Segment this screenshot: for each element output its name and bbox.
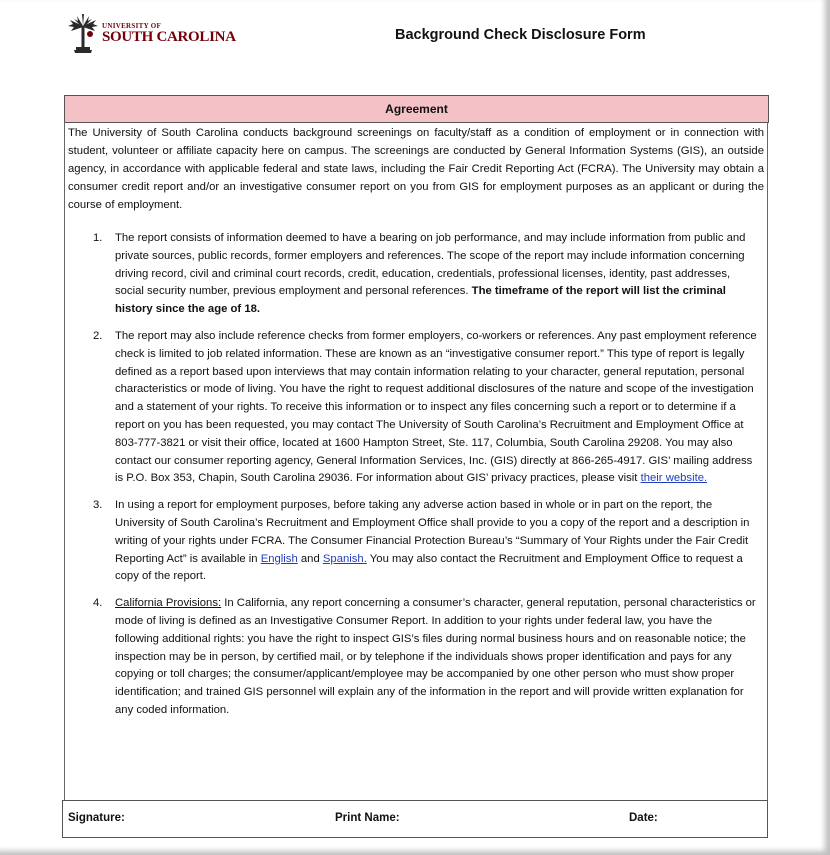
california-provisions-heading: California Provisions: [115,597,222,610]
list-item-text [115,230,758,319]
item-1-bold-timeframe: The timeframe of the report will list the criminal history since the age of 18. [115,285,726,316]
item-1-text: The report consists of information deemed to have a bearing on job performance, and may include information from public and private sources, public records, former employers and references. The scope of the report may include information concerning driving record, civil and criminal court records, credit, education, credentials, professional licenses, identity, past addresses, social security number, previous employment and personal references. [115,232,746,298]
item-3-text-b: You may also contact the Recruitment and Employment Office to request a copy of the report. [115,552,743,583]
palmetto-tree-icon [68,14,98,54]
list-item-1 [93,230,758,319]
provisions-list [93,230,758,729]
logo-university-of: UNIVERSITY OF [102,22,162,30]
english-link[interactable]: English [260,552,298,565]
list-number: 4. [93,597,103,610]
agreement-header [64,95,769,123]
agreement-label: Agreement [385,102,448,116]
list-number: 1. [93,232,103,244]
intro-paragraph: The University of South Carolina conducts background screenings on faculty/staff as a condition of employment or in connection with student, volunteer or affiliate capacity here on campus. The screenings are conducted by General Information Systems (GIS), an outside agency, in accordance with applicable federal and state laws, including the Fair Credit Reporting Act (FCRA). The University may obtain a consumer credit report and/or an investigative consumer report on you from GIS for employment purposes as an applicant or during the course of employment. [68,127,764,211]
item-3-and: and [300,552,320,565]
gis-website-link[interactable]: their website. [640,472,708,485]
print-name-label: Print Name: [335,812,400,824]
agreement-content [64,122,768,800]
list-item-text [115,595,758,720]
spanish-link[interactable]: Spanish. [322,552,367,565]
list-number: 3. [93,499,103,512]
university-logo [68,12,238,56]
signature-label: Signature: [68,812,125,824]
item-4-text: In California, any report concerning a consumer’s character, general reputation, personal characteristics or mode of living is defined as an Investigative Consumer Report. In addition to your rights under federal law, you have the following additional rights: you have the right to inspect GIS’s files during normal business hours and on reasonable notice; the inspection may be in person, by certified mail, or by telephone if the individuals shows proper identification and pays for any copying or toll charges; the consumer/applicant/employee may be accompanied by one other person who must show proper identification; and trained GIS personnel will explain any of the information in the report and will provide written explanation for any coded information. [115,597,756,716]
list-number: 2. [93,329,103,342]
item-2-text: The report may also include reference checks from former employers, co-workers or references. Any past employment reference check is limited to job related information. These are known as an “investigative consumer report.” This type of report is legally defined as a report based upon interviews that may contain information relating to your character, general reputation, personal characteristics or mode of living. You have the right to request additional disclosures of the nature and scope of the investigation and a statement of your rights. To receive this information or to inspect any files concerning such a report or to determine if a report on you has been requested, you may contact The University of South Carolina’s Recruitment and Employment Office at 803-777-3821 or visit their office, located at 1600 Hampton Street, Ste. 117, Columbia, South Carolina 29208. You may also contact our consumer reporting agency, General Information Services, Inc. (GIS) directly at 866-265-4917. GIS’ mailing address is P.O. Box 353, Chapin, South Carolina 29036. For information about GIS’ privacy practices, please visit [115,329,757,485]
logo-south-carolina: SOUTH CAROLINA [102,29,236,45]
list-item-3 [93,497,758,586]
list-item-text [115,328,758,488]
date-label: Date: [629,812,658,824]
item-3-text-a: In using a report for employment purposes, before taking any adverse action based in whole or in part on the report, the University of South Carolina’s Recruitment and Employment Office shall provide to you a copy of the report and a description in writing of your rights under FCRA. The Consumer Financial Protection Bureau’s “Summary of Your Rights under the Fair Credit Reporting Act” is available in [115,499,750,565]
list-item-text [115,497,758,586]
form-title: Background Check Disclosure Form [395,27,646,43]
signature-row [62,800,768,838]
list-item-4 [93,595,758,720]
list-item-2 [93,328,758,488]
